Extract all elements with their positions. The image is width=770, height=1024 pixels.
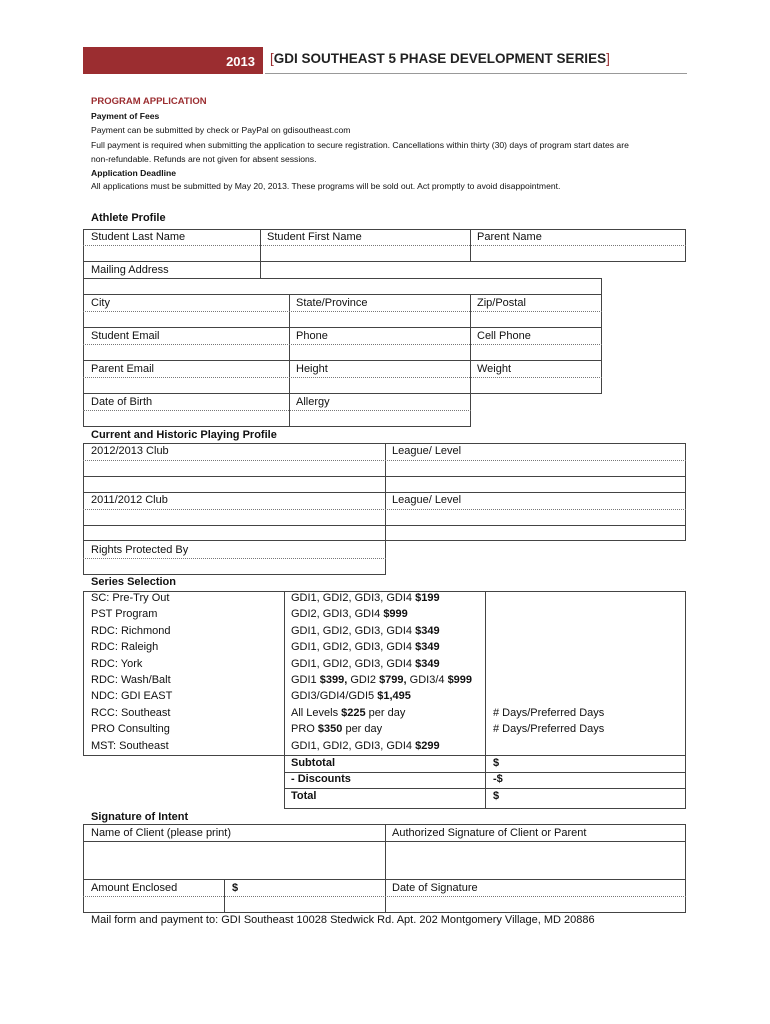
series-price: $349 <box>415 624 440 637</box>
parent-name-field[interactable]: Parent Name <box>477 231 542 243</box>
client-name-field[interactable]: Name of Client (please print) <box>91 827 232 839</box>
parent-email-field[interactable]: Parent Email <box>91 363 154 375</box>
series-price: $349 <box>415 657 440 670</box>
mailing-instructions: Mail form and payment to: GDI Southeast 10028 Stedwick Rd. Apt. 202 Montgomery Village, MD 20886 <box>91 914 595 926</box>
series-detail <box>291 641 440 653</box>
series-detail <box>291 674 472 686</box>
year-banner: 2013 <box>83 47 263 74</box>
student-first-name-field[interactable]: Student First Name <box>267 231 362 243</box>
series-detail-text: GDI2, GDI3, GDI4 <box>291 608 384 621</box>
height-field[interactable]: Height <box>296 363 328 375</box>
club-2012-field[interactable]: 2011/2012 Club <box>91 494 168 506</box>
series-detail <box>291 592 440 604</box>
league-level-2-field[interactable]: League/ Level <box>392 494 462 506</box>
series-detail-text: GDI1, GDI2, GDI3, GDI4 <box>291 641 416 654</box>
series-program: MST: Southeast <box>91 739 169 752</box>
league-level-1-field[interactable]: League/ Level <box>392 445 462 457</box>
series-title: GDI SOUTHEAST 5 PHASE DEVELOPMENT SERIES <box>273 51 607 66</box>
fees-label: Payment of Fees <box>91 111 160 121</box>
allergy-field[interactable]: Allergy <box>296 396 330 408</box>
state-field[interactable]: State/Province <box>296 297 368 309</box>
total-label: Total <box>291 790 317 802</box>
city-field[interactable]: City <box>91 297 110 309</box>
rights-protected-field[interactable]: Rights Protected By <box>91 544 189 556</box>
fees-line-1: Payment can be submitted by check or PayPal on gdisoutheast.com <box>91 125 351 135</box>
series-selection-cell[interactable]: # Days/Preferred Days <box>493 706 605 719</box>
authorized-signature-field[interactable]: Authorized Signature of Client or Parent <box>392 827 587 839</box>
series-program: RDC: Richmond <box>91 624 171 637</box>
series-price: $299 <box>415 739 440 752</box>
series-detail-text: GDI1, GDI2, GDI3, GDI4 <box>291 592 416 604</box>
series-selection-heading: Series Selection <box>91 576 176 588</box>
amount-enclosed-field[interactable]: $ <box>232 882 239 894</box>
date-of-birth-field[interactable]: Date of Birth <box>91 396 153 408</box>
series-detail <box>291 740 440 752</box>
series-detail <box>291 707 405 719</box>
fees-line-3: non-refundable. Refunds are not given for absent sessions. <box>91 154 317 164</box>
date-of-signature-field[interactable]: Date of Signature <box>392 882 478 894</box>
series-program: RDC: Wash/Balt <box>91 674 171 686</box>
page-title: [GDI SOUTHEAST 5 PHASE DEVELOPMENT SERIES] <box>270 51 610 66</box>
series-detail-text: GDI1, GDI2, GDI3, GDI4 <box>291 657 416 670</box>
series-price: $199 <box>415 592 440 604</box>
cell-phone-field[interactable]: Cell Phone <box>477 330 531 342</box>
series-program: RDC: York <box>91 657 143 670</box>
series-program: SC: Pre-Try Out <box>91 592 170 604</box>
deadline-label: Application Deadline <box>91 168 176 178</box>
weight-field[interactable]: Weight <box>477 363 512 375</box>
series-price: $999 <box>383 608 408 621</box>
series-program: NDC: GDI EAST <box>91 690 173 703</box>
series-detail <box>291 608 408 620</box>
series-detail <box>291 658 440 670</box>
series-detail <box>291 723 382 735</box>
amount-enclosed-label: Amount Enclosed <box>91 882 178 894</box>
subtotal-value[interactable]: $ <box>493 757 500 769</box>
series-detail-text: GDI1 $399, GDI2 $799, GDI3/4 $999 <box>291 674 473 686</box>
signature-heading: Signature of Intent <box>91 811 189 823</box>
subtotal-label: Subtotal <box>291 757 335 769</box>
total-value[interactable]: $ <box>493 790 500 802</box>
series-program: RCC: Southeast <box>91 706 171 719</box>
series-detail-text: PRO $350 per day <box>291 723 383 736</box>
deadline-text: All applications must be submitted by May 20, 2013. These programs will be sold out. Act promptly to avoid disappointment. <box>91 181 561 191</box>
series-program: PST Program <box>91 608 158 621</box>
series-selection-cell[interactable]: # Days/Preferred Days <box>493 723 605 736</box>
playing-profile-heading: Current and Historic Playing Profile <box>91 429 277 441</box>
series-detail-text: GDI1, GDI2, GDI3, GDI4 <box>291 624 416 637</box>
series-price: $349 <box>415 641 440 654</box>
club-2013-field[interactable]: 2012/2013 Club <box>91 445 169 457</box>
student-last-name-field[interactable]: Student Last Name <box>91 231 186 243</box>
student-email-field[interactable]: Student Email <box>91 330 160 342</box>
discounts-value[interactable]: -$ <box>493 773 503 785</box>
series-detail-text: All Levels $225 per day <box>291 706 406 719</box>
series-detail <box>291 690 411 702</box>
mailing-address-field[interactable]: Mailing Address <box>91 264 169 276</box>
header-rule <box>265 73 687 74</box>
series-detail-text: GDI3/GDI4/GDI5 <box>291 690 378 703</box>
phone-field[interactable]: Phone <box>296 330 328 342</box>
series-detail-text: GDI1, GDI2, GDI3, GDI4 <box>291 739 416 752</box>
discounts-label: - Discounts <box>291 773 351 785</box>
series-program: RDC: Raleigh <box>91 641 159 654</box>
program-application-heading: PROGRAM APPLICATION <box>91 96 207 107</box>
series-detail <box>291 625 440 637</box>
series-program: PRO Consulting <box>91 723 170 736</box>
fees-line-2: Full payment is required when submitting the application to secure registration. Cancellations within thirty (30) days of program start dates are <box>91 140 629 150</box>
zip-field[interactable]: Zip/Postal <box>477 297 526 309</box>
athlete-profile-heading: Athlete Profile <box>91 212 166 224</box>
series-price: $1,495 <box>377 690 411 703</box>
